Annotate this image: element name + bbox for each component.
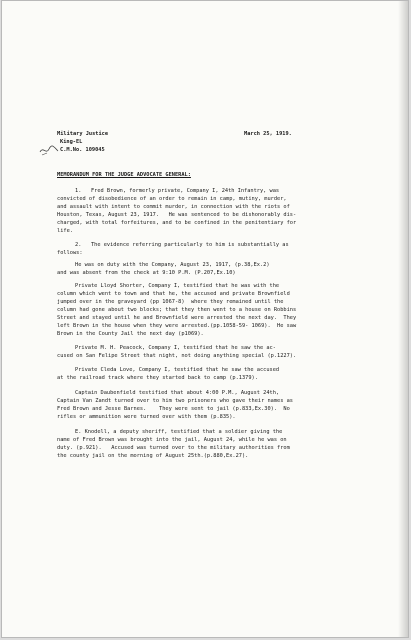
text-line: Captain Van Zandt turned over to him two prisoners who gave their names as: [57, 398, 293, 404]
text-line: at the railroad track where they started back to camp (p.1379).: [57, 375, 258, 381]
text-line: left Brown in the house when they were arrested.(pp.1058-59- 1069). He saw: [57, 323, 297, 329]
text-line: Private M. H. Peacock, Company I, testified that he saw the ac-: [75, 345, 276, 351]
subject-line: Military Justice: [57, 131, 109, 137]
document-page: [2, 1, 408, 637]
text-line: follows:: [57, 250, 83, 256]
text-line: and assault with intent to commit murder, in connection with the riots of: [57, 204, 290, 210]
text-line: life.: [57, 228, 73, 234]
text-line: Houston, Texas, August 23, 1917. He was sentenced to be dishonorably dis-: [57, 212, 297, 218]
text-line: 1. Fred Brown, formerly private, Company I, 24th Infantry, was: [75, 188, 280, 194]
text-line: column had gone about two blocks; that they then went to a house on Robbins: [57, 307, 297, 313]
text-line: duty. (p.921). Accused was turned over to the military authorities from: [57, 445, 290, 451]
document-date: March 25, 1919.: [244, 131, 292, 137]
text-line: cused on San Felipe Street that night, not doing anything special (p.1227).: [57, 353, 297, 359]
text-line: name of Fred Brown was brought into the jail, August 24, while he was on: [57, 437, 287, 443]
text-line: Private Cleda Love, Company I, testified that he saw the accused: [75, 367, 280, 373]
memo-title: MEMORANDUM FOR THE JUDGE ADVOCATE GENERAL:: [57, 172, 191, 178]
text-line: convicted of disobedience of an order to remain in camp, mutiny, murder,: [57, 196, 287, 202]
text-line: Captain Daubenfield testified that about 4:00 P.M., August 24th,: [75, 390, 280, 396]
text-line: He was on duty with the Company, August 23, 1917, (p.38,Ex.2): [75, 262, 270, 268]
office-code: King-EL: [60, 139, 83, 145]
text-line: column which went to town and that he, the accused and private Brownfield: [57, 291, 290, 297]
text-line: 2. The evidence referring particularly to him is substantially as: [75, 242, 289, 248]
text-line: E. Knodell, a deputy sheriff, testified that a soldier giving the: [75, 429, 283, 435]
text-line: charged, with total forfeitures, and to be confined in the penitentiary for: [57, 220, 297, 226]
text-line: jumped over in the graveyard (pp 1067-8) where they remained until the: [57, 299, 284, 305]
text-line: the county jail on the morning of August 25th.(p.880,Ex.27).: [57, 453, 249, 459]
text-line: rifles or ammunition were turned over with them (p.835).: [57, 414, 236, 420]
text-line: and was absent from the check at 9:10 P.M. (P.207,Ex.10): [57, 270, 236, 276]
text-line: Private Lloyd Shorter, Company I, testified that he was with the: [75, 283, 280, 289]
text-line: Fred Brown and Jesse Barnes. They were sent to jail (p.833,Ex.30). No: [57, 406, 290, 412]
text-line: Street and stayed until he and Brownfield were arrested the next day. They: [57, 315, 297, 321]
handwritten-mark-icon: [38, 143, 60, 157]
text-line: Brown in the County Jail the next day (p1069).: [57, 331, 204, 337]
file-number: C.M.No. 109045: [60, 147, 105, 153]
